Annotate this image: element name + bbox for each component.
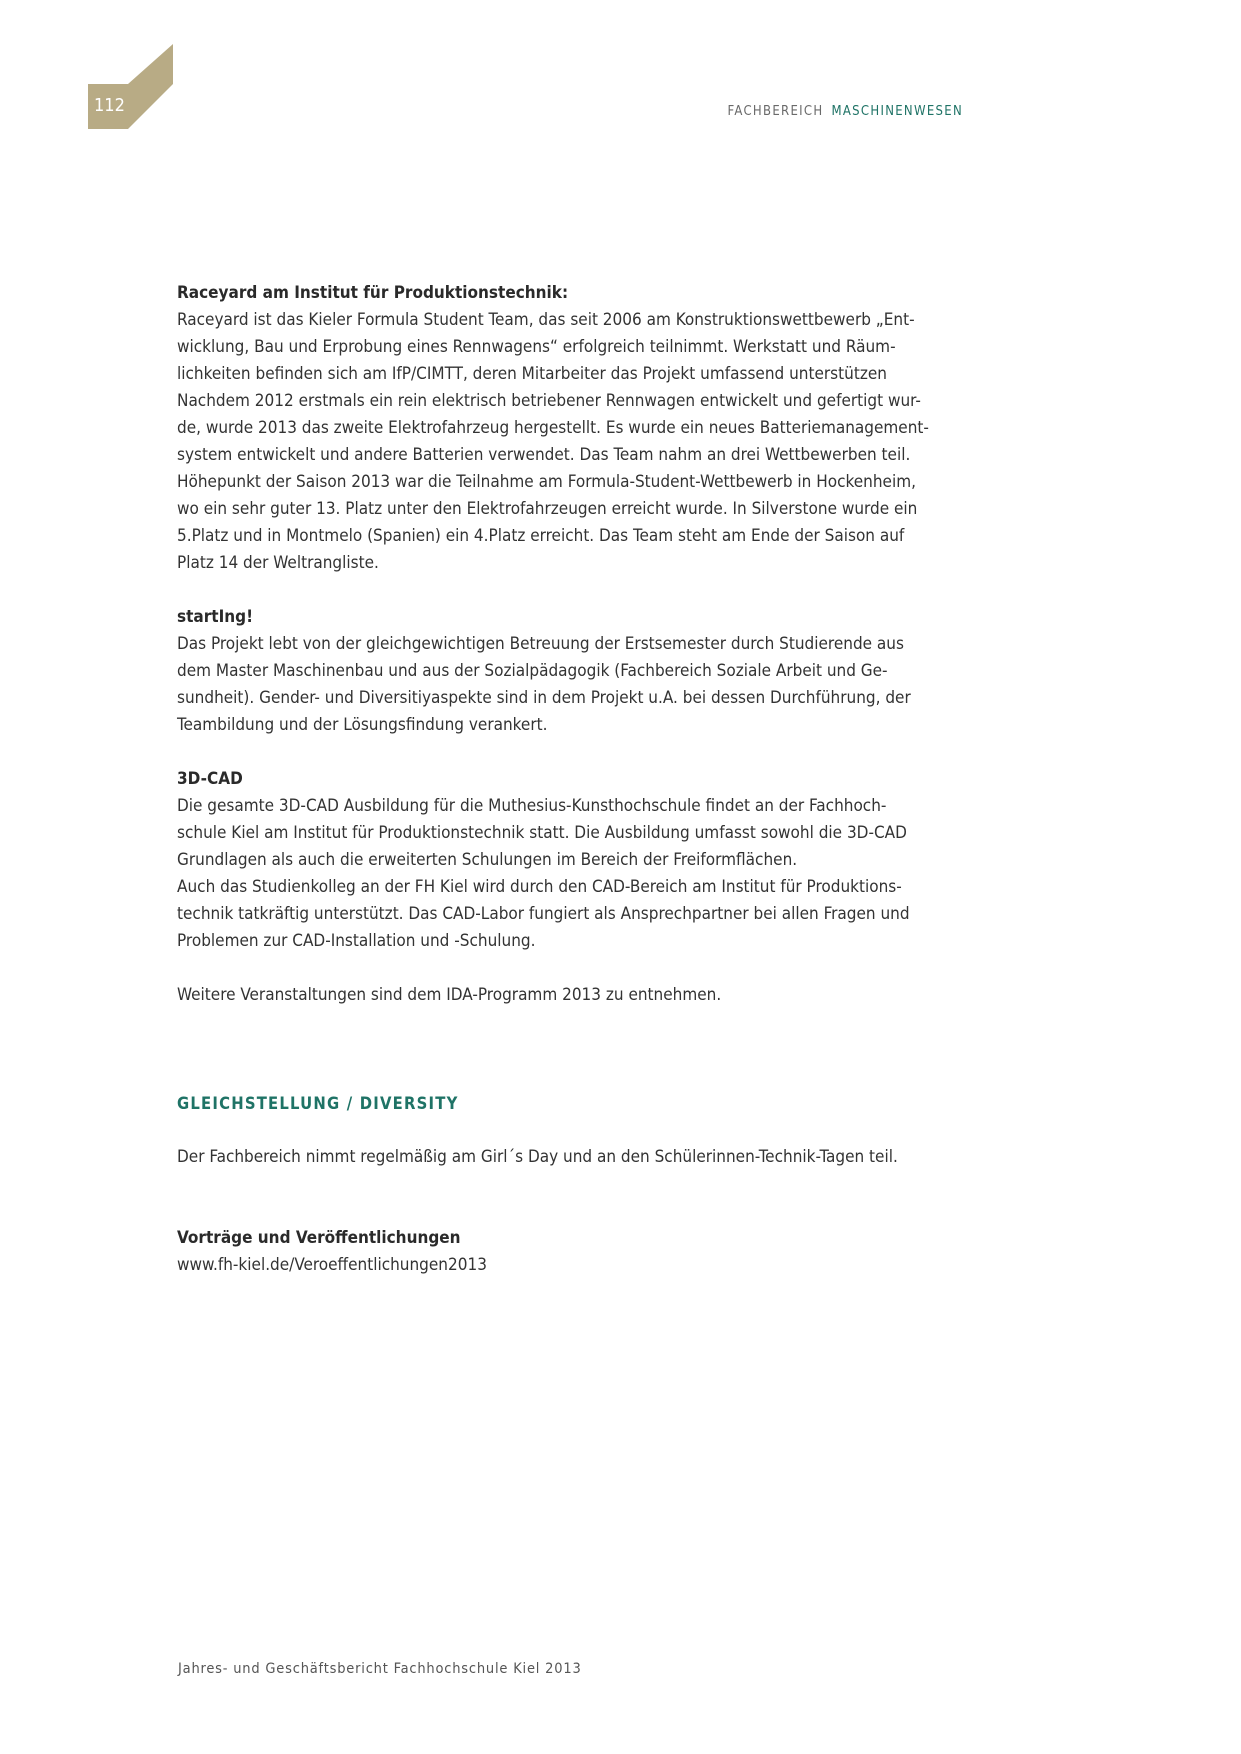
- page-footer: Jahres- und Geschäftsbericht Fachhochschule Kiel 2013: [178, 1661, 582, 1677]
- text-line: wo ein sehr guter 13. Platz unter den Elektrofahrzeugen erreicht wurde. In Silverstone wurde ein: [177, 499, 918, 519]
- raceyard-title: Raceyard am Institut für Produktionstechnik:: [177, 283, 569, 303]
- text-line: Auch das Studienkolleg an der FH Kiel wird durch den CAD-Bereich am Institut für Produktions-: [177, 877, 902, 897]
- further-events-text: Weitere Veranstaltungen sind dem IDA-Programm 2013 zu entnehmen.: [177, 985, 722, 1005]
- starting-paragraph: [177, 631, 967, 739]
- text-line: dem Master Maschinenbau und aus der Sozialpädagogik (Fachbereich Soziale Arbeit und Ge-: [177, 661, 888, 681]
- main-content: [177, 280, 967, 1279]
- header-section-prefix: FACHBEREICH: [727, 104, 824, 119]
- text-line: de, wurde 2013 das zweite Elektrofahrzeug hergestellt. Es wurde ein neues Batteriemanagement-: [177, 418, 929, 438]
- diversity-text: Der Fachbereich nimmt regelmäßig am Girl´s Day und an den Schülerinnen-Technik-Tagen teil.: [177, 1147, 898, 1167]
- cad-title: 3D-CAD: [177, 769, 243, 789]
- text-line: lichkeiten befinden sich am IfP/CIMTT, deren Mitarbeiter das Projekt umfassend unterstützen: [177, 364, 887, 384]
- text-line: sundheit). Gender- und Diversitiyaspekte sind in dem Projekt u.A. bei dessen Durchführung, der: [177, 688, 911, 708]
- text-line: schule Kiel am Institut für Produktionstechnik statt. Die Ausbildung umfasst sowohl die 3D-CAD: [177, 823, 907, 843]
- text-line: wicklung, Bau und Erprobung eines Rennwagens“ erfolgreich teilnimmt. Werkstatt und Räum-: [177, 337, 896, 357]
- page-number: 112: [94, 95, 125, 116]
- diversity-heading: GLEICHSTELLUNG / DIVERSITY: [177, 1094, 459, 1113]
- publications-link[interactable]: www.fh-kiel.de/Veroeffentlichungen2013: [177, 1255, 487, 1275]
- text-line: Die gesamte 3D-CAD Ausbildung für die Muthesius-Kunsthochschule findet an der Fachhoch-: [177, 796, 887, 816]
- text-line: Teambildung und der Lösungsfindung verankert.: [177, 715, 548, 735]
- header-section-name: MASCHINENWESEN: [831, 104, 963, 119]
- text-line: 5.Platz und in Montmelo (Spanien) ein 4.Platz erreicht. Das Team steht am Ende der Saison auf: [177, 526, 905, 546]
- text-line: system entwickelt und andere Batterien verwendet. Das Team nahm an drei Wettbewerben teil.: [177, 445, 911, 465]
- text-line: Nachdem 2012 erstmals ein rein elektrisch betriebener Rennwagen entwickelt und gefertigt wur-: [177, 391, 921, 411]
- text-line: Platz 14 der Weltrangliste.: [177, 553, 379, 573]
- text-line: Höhepunkt der Saison 2013 war die Teilnahme am Formula-Student-Wettbewerb in Hockenheim,: [177, 472, 916, 492]
- page-number-badge: [88, 44, 173, 129]
- starting-title: startIng!: [177, 607, 254, 627]
- running-header: [728, 104, 963, 119]
- cad-paragraph: [177, 793, 967, 955]
- text-line: Grundlagen als auch die erweiterten Schulungen im Bereich der Freiformflächen.: [177, 850, 798, 870]
- publications-title: Vorträge und Veröffentlichungen: [177, 1228, 461, 1248]
- text-line: technik tatkräftig unterstützt. Das CAD-Labor fungiert als Ansprechpartner bei allen Fragen und: [177, 904, 910, 924]
- text-line: Raceyard ist das Kieler Formula Student Team, das seit 2006 am Konstruktionswettbewerb „Ent-: [177, 310, 915, 330]
- text-line: Das Projekt lebt von der gleichgewichtigen Betreuung der Erstsemester durch Studierende aus: [177, 634, 904, 654]
- raceyard-paragraph: [177, 307, 967, 577]
- text-line: Problemen zur CAD-Installation und -Schulung.: [177, 931, 536, 951]
